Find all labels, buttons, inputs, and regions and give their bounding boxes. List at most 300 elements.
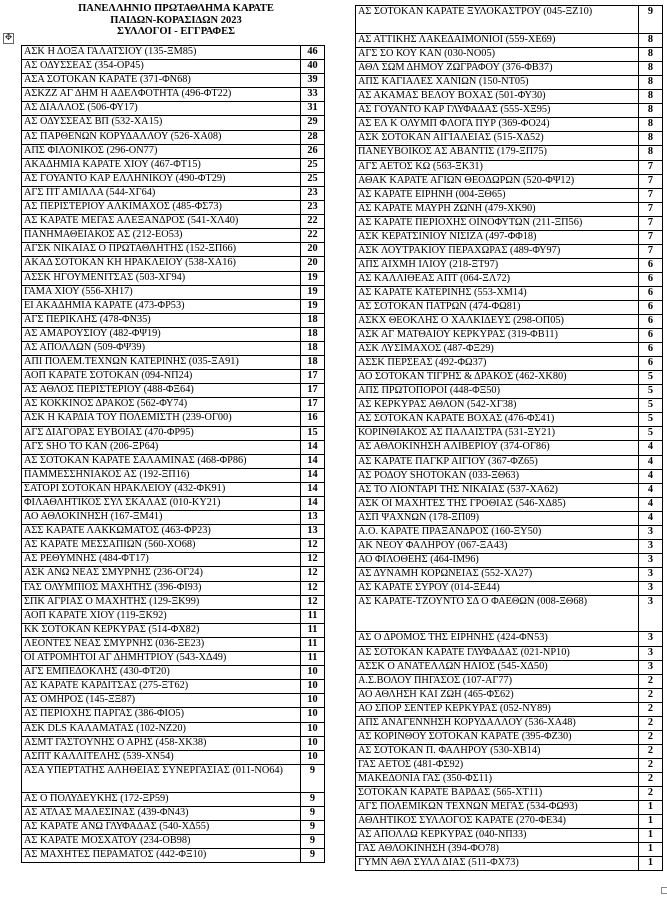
table-row — [22, 637, 325, 651]
entries-count-cell: 3 — [639, 539, 663, 553]
table-row — [356, 702, 663, 716]
club-name-cell: ΑΓΣ ΠΤ ΑΜΙΛΛΑ (544-ΧΓ64) — [22, 186, 301, 200]
table-row — [356, 244, 663, 258]
club-name-cell: ΑΣ ΑΚΑΜΑΣ ΒΕΛΟΥ ΒΟΧΑΣ (501-ΦΥ30) — [356, 90, 639, 104]
entries-count-cell: 6 — [639, 357, 663, 371]
table-row — [22, 257, 325, 271]
entries-count-cell: 26 — [301, 144, 325, 158]
entries-count-cell: 14 — [301, 454, 325, 468]
table-row — [356, 146, 663, 160]
club-name-cell: ΣΠΚ ΑΓΡΙΑΣ Ο ΜΑΧΗΤΗΣ (129-ΞΚ99) — [22, 595, 301, 609]
entries-count-cell: 2 — [639, 744, 663, 758]
table-row — [22, 172, 325, 186]
clubs-table-right — [355, 5, 663, 871]
entries-count-cell: 17 — [301, 370, 325, 384]
table-row — [356, 427, 663, 441]
club-name-cell: ΑΣ ΑΤΛΑΣ ΜΑΛΕΣΙΝΑΣ (439-ΦΝ43) — [22, 807, 301, 821]
club-name-cell: ΑΣ ΑΘΛΟΚΙΝΗΣΗ ΑΛΙΒΕΡΙΟΥ (374-ΟΓ86) — [356, 441, 639, 455]
table-row — [356, 511, 663, 525]
entries-count-cell: 3 — [639, 581, 663, 595]
entries-count-cell: 18 — [301, 327, 325, 341]
club-name-cell: ΑΓΣ ΠΟΛΕΜΙΚΩΝ ΤΕΧΝΩΝ ΜΕΓΑΣ (534-ΦΩ93) — [356, 801, 639, 815]
table-row — [22, 229, 325, 243]
entries-count-cell: 25 — [301, 158, 325, 172]
entries-count-cell: 6 — [639, 286, 663, 300]
club-name-cell: ΣΑΤΟΡΙ ΣΟΤΟΚΑΝ ΗΡΑΚΛΕΙΟΥ (432-ΦΚ91) — [22, 482, 301, 496]
entries-count-cell: 6 — [639, 258, 663, 272]
table-row — [22, 764, 325, 792]
entries-count-cell: 18 — [301, 341, 325, 355]
entries-count-cell: 5 — [639, 371, 663, 385]
table-row — [356, 595, 663, 632]
club-name-cell: ΑΚΑΔΗΜΙΑ ΚΑΡΑΤΕ ΧΙΟΥ (467-ΦΤ15) — [22, 158, 301, 172]
table-row — [22, 426, 325, 440]
club-name-cell: Α.Ο. ΚΑΡΑΤΕ ΠΡΑΞΑΝΔΡΟΣ (160-ΞΥ50) — [356, 525, 639, 539]
club-name-cell: ΑΣ ΔΙΑΛΛΟΣ (506-ΦΥ17) — [22, 102, 301, 116]
entries-count-cell: 1 — [639, 815, 663, 829]
entries-count-cell: 28 — [301, 130, 325, 144]
club-name-cell: ΑΣ ΤΟ ΛΙΟΝΤΑΡΙ ΤΗΣ ΝΙΚΑΙΑΣ (537-ΧΑ62) — [356, 483, 639, 497]
table-row — [22, 525, 325, 539]
club-name-cell: ΑΣ ΚΑΡΑΤΕ ΚΑΤΕΡΙΝΗΣ (553-ΧΜ14) — [356, 286, 639, 300]
entries-count-cell: 7 — [639, 230, 663, 244]
table-row — [22, 130, 325, 144]
entries-count-cell: 9 — [301, 835, 325, 849]
entries-count-cell: 7 — [639, 202, 663, 216]
club-name-cell: Α.Σ.ΒΟΛΟΥ ΠΗΓΑΣΟΣ (107-ΑΓ77) — [356, 674, 639, 688]
table-row — [22, 792, 325, 806]
table-row — [356, 6, 663, 34]
table-row — [22, 482, 325, 496]
club-name-cell: ΑΣΚ ΑΓ ΜΑΤΘΑΙΟΥ ΚΕΡΚΥΡΑΣ (319-ΦΒ11) — [356, 329, 639, 343]
table-row — [22, 567, 325, 581]
table-row — [356, 688, 663, 702]
club-name-cell: ΑΘΛ ΣΩΜ ΔΗΜΟΥ ΖΩΓΡΑΦΟΥ (376-ΦΒ37) — [356, 62, 639, 76]
table-row — [356, 469, 663, 483]
club-name-cell: ΑΟ ΑΘΛΟΚΙΝΗΣΗ (167-ΞΜ41) — [22, 511, 301, 525]
table-row — [22, 849, 325, 863]
table-row — [22, 750, 325, 764]
club-name-cell: ΑΣ ΚΑΡΑΤΕ ΜΑΥΡΗ ΖΩΝΗ (479-ΧΚ90) — [356, 202, 639, 216]
club-name-cell: ΑΣ ΑΤΤΙΚΗΣ ΛΑΚΕΔΑΙΜΟΝΙΟΙ (559-ΧΕ69) — [356, 34, 639, 48]
club-name-cell: ΣΟΤΟΚΑΝ ΚΑΡΑΤΕ ΒΑΡΔΑΣ (565-ΧΤ11) — [356, 787, 639, 801]
club-name-cell: ΑΣΚ ΛΟΥΤΡΑΚΙΟΥ ΠΕΡΑΧΩΡΑΣ (489-ΦΥ97) — [356, 244, 639, 258]
entries-count-cell: 3 — [639, 660, 663, 674]
table-row — [22, 821, 325, 835]
club-name-cell: ΑΣΚ Η ΔΟΞΑ ΓΑΛΑΤΣΙΟΥ (135-ΞΜ85) — [22, 46, 301, 60]
entries-count-cell: 29 — [301, 116, 325, 130]
club-name-cell: ΓΑΣ ΑΕΤΟΣ (481-ΦΣ92) — [356, 758, 639, 772]
club-name-cell: ΑΣ ΚΑΡΑΤΕ-ΤΖΟΥΝΤΟ ΣΔ Ο ΦΑΕΘΩΝ (008-ΞΘ68) — [356, 595, 639, 632]
entries-count-cell: 3 — [639, 632, 663, 646]
table-row — [356, 455, 663, 469]
entries-count-cell: 10 — [301, 666, 325, 680]
club-name-cell: ΑΣ ΜΑΧΗΤΕΣ ΠΕΡΑΜΑΤΟΣ (442-ΦΞ10) — [22, 849, 301, 863]
club-name-cell: ΑΓΣ ΔΙΑΓΟΡΑΣ ΕΥΒΟΙΑΣ (470-ΦΡ95) — [22, 426, 301, 440]
table-row — [22, 454, 325, 468]
entries-count-cell: 11 — [301, 652, 325, 666]
club-name-cell: ΑΓΣ ΠΕΡΙΚΛΗΣ (478-ΦΝ35) — [22, 313, 301, 327]
table-row — [356, 258, 663, 272]
club-name-cell: ΑΣ ΚΑΡΑΤΕ ΠΕΡΙΟΧΗΣ ΟΙΝΟΦΥΤΩΝ (211-ΞΠ56) — [356, 216, 639, 230]
entries-count-cell: 8 — [639, 146, 663, 160]
club-name-cell: ΑΣΚ ΑΝΩ ΝΕΑΣ ΣΜΥΡΝΗΣ (236-ΟΓ24) — [22, 567, 301, 581]
entries-count-cell: 4 — [639, 483, 663, 497]
table-row — [356, 829, 663, 843]
club-name-cell: ΑΣΚΧ ΘΕΟΚΛΗΣ Ο ΧΑΛΚΙΔΕΥΣ (298-ΟΠ05) — [356, 315, 639, 329]
table-row — [356, 385, 663, 399]
entries-count-cell: 4 — [639, 497, 663, 511]
entries-count-cell: 5 — [639, 385, 663, 399]
entries-count-cell: 8 — [639, 90, 663, 104]
club-name-cell: ΑΣΠ ΨΑΧΝΩΝ (178-ΞΠ09) — [356, 511, 639, 525]
club-name-cell: ΑΣ ΠΕΡΙΟΧΗΣ ΠΑΡΓΑΣ (386-ΦΙΟ5) — [22, 708, 301, 722]
entries-count-cell: 2 — [639, 787, 663, 801]
entries-count-cell: 7 — [639, 160, 663, 174]
entries-count-cell: 10 — [301, 750, 325, 764]
table-row — [356, 730, 663, 744]
club-name-cell: ΑΟ ΣΟΤΟΚΑΝ ΤΙΓΡΗΣ & ΔΡΑΚΟΣ (462-ΧΚ80) — [356, 371, 639, 385]
club-name-cell: ΑΠΣ ΑΝΑΓΕΝΝΗΣΗ ΚΟΡΥΔΑΛΛΟΥ (536-ΧΑ48) — [356, 716, 639, 730]
table-row — [356, 62, 663, 76]
entries-count-cell: 14 — [301, 440, 325, 454]
table-row — [22, 708, 325, 722]
club-name-cell: ΛΕΟΝΤΕΣ ΝΕΑΣ ΣΜΥΡΝΗΣ (036-ΞΕ23) — [22, 637, 301, 651]
club-name-cell: ΑΣ ΠΕΡΙΣΤΕΡΙΟΥ ΑΛΚΙΜΑΧΟΣ (485-ΦΣ73) — [22, 201, 301, 215]
club-name-cell: ΑΓΣ ΕΜΠΕΔΟΚΛΗΣ (430-ΦΤ20) — [22, 666, 301, 680]
entries-count-cell: 14 — [301, 497, 325, 511]
entries-count-cell: 11 — [301, 609, 325, 623]
entries-count-cell: 23 — [301, 201, 325, 215]
club-name-cell: ΑΣ ΚΑΡΑΤΕ ΜΕΣΣΑΠΙΩΝ (560-ΧΟ68) — [22, 539, 301, 553]
club-name-cell: ΑΣ ΣΟΤΟΚΑΝ ΚΑΡΑΤΕ ΒΟΧΑΣ (476-ΦΣ41) — [356, 413, 639, 427]
table-row — [356, 716, 663, 730]
entries-count-cell: 12 — [301, 539, 325, 553]
table-row — [22, 595, 325, 609]
entries-count-cell: 9 — [301, 764, 325, 792]
entries-count-cell: 12 — [301, 595, 325, 609]
table-row — [356, 632, 663, 646]
club-name-cell: ΑΣ ΣΟΤΟΚΑΝ Π. ΦΑΛΗΡΟΥ (530-ΧΒ14) — [356, 744, 639, 758]
table-row — [22, 652, 325, 666]
table-row — [22, 88, 325, 102]
entries-count-cell: 23 — [301, 186, 325, 200]
entries-count-cell: 8 — [639, 104, 663, 118]
club-name-cell: ΕΙ ΑΚΑΔΗΜΙΑ ΚΑΡΑΤΕ (473-ΦΡ53) — [22, 299, 301, 313]
table-row — [356, 843, 663, 857]
entries-count-cell: 2 — [639, 674, 663, 688]
club-name-cell: ΑΣ ΚΕΡΚΥΡΑΣ ΑΘΛΟΝ (542-ΧΓ38) — [356, 399, 639, 413]
table-row — [22, 356, 325, 370]
table-row — [356, 34, 663, 48]
entries-count-cell: 2 — [639, 688, 663, 702]
club-name-cell: ΠΑΜΜΕΣΣΗΝΙΑΚΟΣ ΑΣ (192-ΞΠ16) — [22, 468, 301, 482]
club-name-cell: ΑΣ ΚΑΡΑΤΕ ΚΑΡΔΙΤΣΑΣ (275-ΞΤ62) — [22, 680, 301, 694]
table-row — [356, 174, 663, 188]
club-name-cell: ΑΟΠ ΚΑΡΑΤΕ ΣΟΤΟΚΑΝ (094-ΝΠ24) — [22, 370, 301, 384]
club-name-cell: ΑΣ ΑΜΑΡΟΥΣΙΟΥ (482-ΦΨ19) — [22, 327, 301, 341]
table-row — [22, 299, 325, 313]
entries-count-cell: 5 — [639, 399, 663, 413]
club-name-cell: ΑΣ ΓΟΥΑΝΤΟ ΚΑΡ ΕΛΛΗΝΙΚΟΥ (490-ΦΤ29) — [22, 172, 301, 186]
club-name-cell: ΑΓΣ ΣΟ ΚΟΥ ΚΑΝ (030-ΝΟ05) — [356, 48, 639, 62]
table-row — [22, 60, 325, 74]
table-row — [356, 286, 663, 300]
club-name-cell: ΑΣ ΡΟΔΟΥ SHOTOKAN (033-ΞΘ63) — [356, 469, 639, 483]
table-row — [356, 371, 663, 385]
table-row — [356, 76, 663, 90]
entries-count-cell: 14 — [301, 468, 325, 482]
club-name-cell: ΑΣ ΚΟΚΚΙΝΟΣ ΔΡΑΚΟΣ (562-ΦΥ74) — [22, 398, 301, 412]
entries-count-cell: 17 — [301, 398, 325, 412]
club-name-cell: ΑΟ ΑΘΛΗΣΗ ΚΑΙ ΖΩΗ (465-ΦΣ62) — [356, 688, 639, 702]
club-name-cell: ΑΣΚΖΖ ΑΓ ΔΗΜ Η ΑΔΕΛΦΟΤΗΤΑ (496-ΦΤ22) — [22, 88, 301, 102]
club-name-cell: ΑΠΣ ΠΡΩΤΟΠΟΡΟΙ (448-ΦΞ50) — [356, 385, 639, 399]
entries-count-cell: 1 — [639, 829, 663, 843]
entries-count-cell: 9 — [301, 807, 325, 821]
table-row — [356, 483, 663, 497]
table-row — [22, 694, 325, 708]
entries-count-cell: 9 — [639, 6, 663, 34]
entries-count-cell: 5 — [639, 413, 663, 427]
entries-count-cell: 2 — [639, 702, 663, 716]
table-row — [356, 202, 663, 216]
entries-count-cell: 31 — [301, 102, 325, 116]
club-name-cell: ΑΚ ΝΕΟΥ ΦΑΛΗΡΟΥ (067-ΞΑ43) — [356, 539, 639, 553]
table-row — [22, 609, 325, 623]
entries-count-cell: 2 — [639, 716, 663, 730]
club-name-cell: ΑΠΣ ΦΙΛΟΝΙΚΟΣ (296-ΟΝ77) — [22, 144, 301, 158]
club-name-cell: ΑΣΚ ΚΕΡΑΤΣΙΝΙΟΥ ΝΙΣΙΖΑ (497-ΦΦ18) — [356, 230, 639, 244]
entries-count-cell: 7 — [639, 174, 663, 188]
club-name-cell: ΑΣΚ ΣΟΤΟΚΑΝ ΑΙΓΙΑΛΕΙΑΣ (515-ΧΔ52) — [356, 132, 639, 146]
table-row — [22, 722, 325, 736]
club-name-cell: ΓΥΜΝ ΑΘΛ ΣΥΛΛ ΔΙΑΣ (511-ΦΧ73) — [356, 857, 639, 871]
entries-count-cell: 4 — [639, 441, 663, 455]
entries-count-cell: 8 — [639, 62, 663, 76]
entries-count-cell: 20 — [301, 243, 325, 257]
entries-count-cell: 3 — [639, 646, 663, 660]
entries-count-cell: 12 — [301, 553, 325, 567]
club-name-cell: ΑΣ ΣΟΤΟΚΑΝ ΚΑΡΑΤΕ ΣΑΛΑΜΙΝΑΣ (468-ΦΡ86) — [22, 454, 301, 468]
entries-count-cell: 10 — [301, 680, 325, 694]
entries-count-cell: 12 — [301, 567, 325, 581]
club-name-cell: ΑΣ ΚΑΡΑΤΕ ΕΙΡΗΝΗ (004-ΞΘ65) — [356, 188, 639, 202]
club-name-cell: ΑΓΣ ΑΕΤΟΣ ΚΩ (563-ΞΚ31) — [356, 160, 639, 174]
entries-count-cell: 2 — [639, 758, 663, 772]
club-name-cell: ΑΣ ΚΑΡΑΤΕ ΜΕΓΑΣ ΑΛΕΞΑΝΔΡΟΣ (541-ΧΛ40) — [22, 215, 301, 229]
club-name-cell: ΑΣ ΠΑΡΘΕΝΩΝ ΚΟΡΥΔΑΛΛΟΥ (526-ΧΑ08) — [22, 130, 301, 144]
club-name-cell: ΑΣ ΟΜΗΡΟΣ (145-ΞΞ87) — [22, 694, 301, 708]
entries-count-cell: 1 — [639, 801, 663, 815]
entries-count-cell: 6 — [639, 329, 663, 343]
entries-count-cell: 8 — [639, 34, 663, 48]
table-row — [356, 857, 663, 871]
table-row — [22, 46, 325, 60]
table-row — [22, 539, 325, 553]
entries-count-cell: 22 — [301, 215, 325, 229]
club-name-cell: ΑΣΚ DLS ΚΑΛΑΜΑΤΑΣ (102-ΝΖ20) — [22, 722, 301, 736]
entries-count-cell: 8 — [639, 76, 663, 90]
table-row — [356, 772, 663, 786]
entries-count-cell: 9 — [301, 849, 325, 863]
table-row — [356, 216, 663, 230]
entries-count-cell: 19 — [301, 299, 325, 313]
entries-count-cell: 15 — [301, 426, 325, 440]
entries-count-cell: 2 — [639, 772, 663, 786]
table-row — [356, 441, 663, 455]
club-name-cell: ΑΣ ΚΑΛΛΙΘΕΑΣ ΑΠΤ (064-ΞΛ72) — [356, 272, 639, 286]
table-row — [356, 160, 663, 174]
table-row — [356, 567, 663, 581]
entries-count-cell: 2 — [639, 730, 663, 744]
entries-count-cell: 19 — [301, 285, 325, 299]
table-row — [356, 787, 663, 801]
entries-count-cell: 18 — [301, 356, 325, 370]
entries-count-cell: 10 — [301, 736, 325, 750]
club-name-cell: ΑΣ ΚΑΡΑΤΕ ΜΟΣΧΑΤΟΥ (234-ΟΒ98) — [22, 835, 301, 849]
club-name-cell: ΑΣ ΣΟΤΟΚΑΝ ΚΑΡΑΤΕ ΓΛΥΦΑΔΑΣ (021-ΝΡ10) — [356, 646, 639, 660]
table-row — [22, 497, 325, 511]
club-name-cell: ΑΣ ΚΟΡΙΝΘΟΥ ΣΟΤΟΚΑΝ ΚΑΡΑΤΕ (395-ΦΖ30) — [356, 730, 639, 744]
title-line-3: ΣΥΛΛΟΓΟΙ - ΕΓΓΡΑΦΕΣ — [117, 26, 235, 37]
club-name-cell: ΑΣΣΚ ΠΕΡΣΕΑΣ (492-ΦΩ37) — [356, 357, 639, 371]
entries-count-cell: 4 — [639, 455, 663, 469]
club-name-cell: ΑΣ ΚΑΡΑΤΕ ΠΑΓΚΡ ΑΙΓΙΟΥ (367-ΦΖ65) — [356, 455, 639, 469]
entries-count-cell: 6 — [639, 343, 663, 357]
club-name-cell: ΦΙΛΑΘΛΗΤΙΚΟΣ ΣΥΛ ΣΚΑΛΑΣ (010-ΚΥ21) — [22, 497, 301, 511]
club-name-cell: ΑΣΜΤ ΓΑΣΤΟΥΝΗΣ Ο ΑΡΗΣ (458-ΧΚ38) — [22, 736, 301, 750]
table-row — [22, 271, 325, 285]
entries-count-cell: 8 — [639, 48, 663, 62]
table-row — [22, 398, 325, 412]
table-row — [356, 744, 663, 758]
club-name-cell: ΑΣΚ ΟΙ ΜΑΧΗΤΕΣ ΤΗΣ ΓΡΟΘΙΑΣ (546-ΧΔ85) — [356, 497, 639, 511]
entries-count-cell: 9 — [301, 821, 325, 835]
club-name-cell: ΑΣ ΔΥΝΑΜΗ ΚΟΡΩΝΕΙΑΣ (552-ΧΛ27) — [356, 567, 639, 581]
table-row — [22, 313, 325, 327]
table-row — [22, 144, 325, 158]
page-end-marker — [661, 887, 667, 894]
club-name-cell: ΑΣΑ ΣΟΤΟΚΑΝ ΚΑΡΑΤΕ (371-ΦΝ68) — [22, 74, 301, 88]
title-line-2: ΠΑΙΔΩΝ-ΚΟΡΑΣΙΔΩΝ 2023 — [110, 14, 242, 26]
entries-count-cell: 20 — [301, 257, 325, 271]
table-row — [356, 758, 663, 772]
club-name-cell: ΑΣ ΑΘΛΟΣ ΠΕΡΙΣΤΕΡΙΟΥ (488-ΦΞ64) — [22, 384, 301, 398]
table-row — [356, 413, 663, 427]
entries-count-cell: 7 — [639, 216, 663, 230]
table-row — [356, 132, 663, 146]
table-row — [356, 329, 663, 343]
club-name-cell: ΑΣ ΑΠΟΛΛΩΝ (509-ΦΨ39) — [22, 341, 301, 355]
table-row — [22, 736, 325, 750]
table-row — [356, 553, 663, 567]
table-row — [22, 341, 325, 355]
club-name-cell: ΠΑΝΕΥΒΟΙΚΟΣ ΑΣ ΑΒΑΝΤΙΣ (179-ΞΠ75) — [356, 146, 639, 160]
entries-count-cell: 1 — [639, 843, 663, 857]
entries-count-cell: 19 — [301, 271, 325, 285]
entries-count-cell: 13 — [301, 511, 325, 525]
club-name-cell: ΑΚΑΔ ΣΟΤΟΚΑΝ ΚΗ ΗΡΑΚΛΕΙΟΥ (538-ΧΑ16) — [22, 257, 301, 271]
club-name-cell: ΑΘΛΗΤΙΚΟΣ ΣΥΛΛΟΓΟΣ ΚΑΡΑΤΕ (270-ΦΕ34) — [356, 815, 639, 829]
entries-count-cell: 18 — [301, 313, 325, 327]
club-name-cell: ΠΑΝΗΜΑΘΕΙΑΚΟΣ ΑΣ (212-ΕΟ53) — [22, 229, 301, 243]
clubs-table-left — [21, 45, 325, 863]
entries-count-cell: 6 — [639, 315, 663, 329]
club-name-cell: ΑΓΣΚ ΝΙΚΑΙΑΣ Ο ΠΡΩΤΑΘΛΗΤΗΣ (152-ΞΠ66) — [22, 243, 301, 257]
club-name-cell: ΑΣ ΓΟΥΑΝΤΟ ΚΑΡ ΓΛΥΦΑΔΑΣ (555-ΧΞ95) — [356, 104, 639, 118]
club-name-cell: ΚΟΡΙΝΘΙΑΚΟΣ ΑΣ ΠΑΛΑΙΣΤΡΑ (531-ΞΥ21) — [356, 427, 639, 441]
club-name-cell: ΚΚ ΣΟΤΟΚΑΝ ΚΕΡΚΥΡΑΣ (514-ΦΧ82) — [22, 623, 301, 637]
table-row — [356, 230, 663, 244]
entries-count-cell: 10 — [301, 722, 325, 736]
table-row — [356, 300, 663, 314]
entries-count-cell: 7 — [639, 244, 663, 258]
entries-count-cell: 6 — [639, 272, 663, 286]
table-row — [356, 525, 663, 539]
entries-count-cell: 46 — [301, 46, 325, 60]
entries-count-cell: 33 — [301, 88, 325, 102]
table-row — [356, 497, 663, 511]
table-move-handle-icon[interactable]: ✥ — [4, 33, 13, 43]
table-row — [356, 48, 663, 62]
club-name-cell: ΑΟ ΦΙΛΟΘΕΗΣ (464-ΙΜ96) — [356, 553, 639, 567]
club-name-cell: ΑΣΠΤ ΚΑΛΛΙΤΕΛΗΣ (539-ΧΝ54) — [22, 750, 301, 764]
table-row — [22, 581, 325, 595]
table-row — [356, 118, 663, 132]
table-row — [356, 539, 663, 553]
club-name-cell: ΑΣ ΣΟΤΟΚΑΝ ΚΑΡΑΤΕ ΞΥΛΟΚΑΣΤΡΟΥ (045-ΞΖ10) — [356, 6, 639, 34]
table-row — [22, 680, 325, 694]
table-row — [22, 158, 325, 172]
entries-count-cell: 39 — [301, 74, 325, 88]
club-name-cell: ΓΑΣ ΑΘΛΟΚΙΝΗΣΗ (394-ΦΟ78) — [356, 843, 639, 857]
document-title — [2, 3, 350, 38]
club-name-cell: ΑΣΣΚ ΗΓΟΥΜΕΝΙΤΣΑΣ (503-ΧΓ94) — [22, 271, 301, 285]
table-row — [356, 104, 663, 118]
table-row — [22, 327, 325, 341]
club-name-cell: ΑΣ Ο ΔΡΟΜΟΣ ΤΗΣ ΕΙΡΗΝΗΣ (424-ΦΝ53) — [356, 632, 639, 646]
club-name-cell: ΑΓΣ SHO TO ΚΑΝ (206-ΞΡ64) — [22, 440, 301, 454]
table-row — [22, 835, 325, 849]
title-line-1: ΠΑΝΕΛΛΗΝΙΟ ΠΡΩΤΑΘΛΗΜΑ ΚΑΡΑΤΕ — [78, 3, 274, 14]
club-name-cell: ΑΠΣ ΑΙΧΜΗ ΙΛΙΟΥ (218-ΞΤ97) — [356, 258, 639, 272]
club-name-cell: ΑΣ ΑΠΟΛΛΩ ΚΕΡΚΥΡΑΣ (040-ΝΠ33) — [356, 829, 639, 843]
entries-count-cell: 11 — [301, 623, 325, 637]
entries-count-cell: 17 — [301, 384, 325, 398]
table-row — [356, 815, 663, 829]
table-row — [22, 285, 325, 299]
club-name-cell: ΑΣ ΕΛ Κ ΟΛΥΜΠ ΦΛΟΓΑ ΠΥΡ (369-ΦΟ24) — [356, 118, 639, 132]
club-name-cell: ΑΠΣ ΚΑΓΙΑΛΕΣ ΧΑΝΙΩΝ (150-ΝΤ05) — [356, 76, 639, 90]
table-row — [22, 468, 325, 482]
table-row — [22, 215, 325, 229]
entries-count-cell: 9 — [301, 792, 325, 806]
entries-count-cell: 13 — [301, 525, 325, 539]
entries-count-cell: 7 — [639, 188, 663, 202]
entries-count-cell: 4 — [639, 469, 663, 483]
entries-count-cell: 10 — [301, 708, 325, 722]
table-row — [356, 646, 663, 660]
entries-count-cell: 8 — [639, 118, 663, 132]
club-name-cell: ΑΣΣ ΚΑΡΑΤΕ ΛΑΚΚΩΜΑΤΟΣ (463-ΦΡ23) — [22, 525, 301, 539]
entries-count-cell: 3 — [639, 567, 663, 581]
table-row — [356, 357, 663, 371]
entries-count-cell: 25 — [301, 172, 325, 186]
table-row — [22, 186, 325, 200]
club-name-cell: ΑΣΚ Η ΚΑΡΔΙΑ ΤΟΥ ΠΟΛΕΜΙΣΤΗ (239-ΟΓ00) — [22, 412, 301, 426]
table-row — [22, 511, 325, 525]
